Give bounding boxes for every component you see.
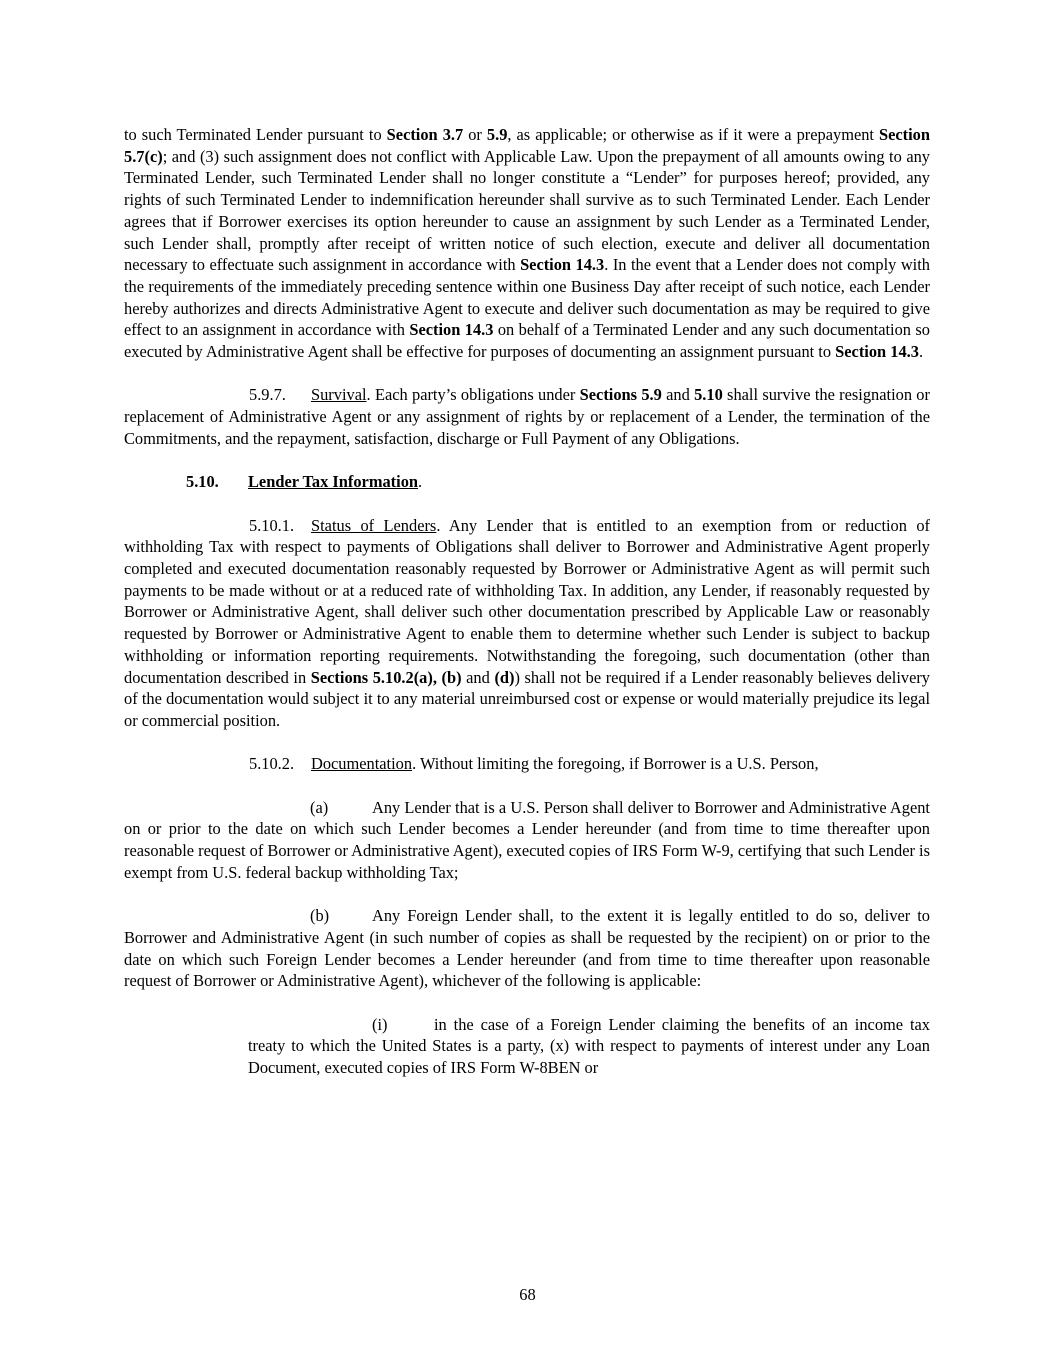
clause-label: (i) xyxy=(372,1014,388,1034)
text-run: and xyxy=(461,667,495,687)
section-title: Lender Tax Information xyxy=(248,472,419,492)
text-run: shall survive the resignation or replacement of Administrative Agent or any assignment of rights by or replacement of a Lender, the termination of the Commitments, and the repayment, satisfaction, discharge or Full Payment of any Obligations. xyxy=(124,385,930,448)
section-5-10-heading xyxy=(186,471,930,493)
text-run: ) shall not be required if a Lender reasonably believes delivery of the documentation would subject it to any material unreimbursed cost or expense or would materially prejudice its legal or commercial position. xyxy=(124,667,931,730)
page-number: 68 xyxy=(519,1285,536,1304)
section-5-10-1-status-of-lenders xyxy=(124,515,930,732)
section-title: Documentation xyxy=(311,754,413,774)
clause-text: Any Lender that is a U.S. Person shall deliver to Borrower and Administrative Agent on or prior to the date on which such Lender becomes a Lender hereunder (and from time to time thereafter upon reasonable request of Borrower or Administrative Agent), executed copies of IRS Form W-9, certifying that such Lender is exempt from U.S. federal backup withholding Tax; xyxy=(124,797,930,882)
clause-i xyxy=(248,1014,930,1079)
paragraph-terminated-lender xyxy=(124,124,930,363)
text-run: to such Terminated Lender pursuant to xyxy=(124,125,387,144)
text-run: . Each party’s obligations under xyxy=(366,385,580,405)
section-reference: Sections 5.10.2(a), (b) xyxy=(310,667,462,687)
text-run: . xyxy=(918,342,924,362)
text-run: , as applicable; or otherwise as if it were a prepayment xyxy=(507,125,879,144)
section-number: 5.10.2. xyxy=(249,754,295,774)
clause-label: (b) xyxy=(310,906,330,926)
text-run: on behalf of a Terminated Lender and any such documentation so executed by Administrative Agent shall be effective for purposes of documenting an assignment pursuant to xyxy=(124,320,930,362)
clause-text: in the case of a Foreign Lender claiming the benefits of an income tax treaty to which the United States is a party, (x) with respect to payments of interest under any Loan Document, executed copies of IRS Form W-8BEN or xyxy=(248,1014,930,1078)
clause-b xyxy=(124,905,930,992)
clause-text: Any Foreign Lender shall, to the extent it is legally entitled to do so, deliver to Borrower and Administrative Agent (in such number of copies as shall be requested by the recipient) on or prior to the date on which such Foreign Lender becomes a Lender hereunder (and from time to time thereafter upon reasonable request of Borrower or Administrative Agent), whichever of the following is applicable: xyxy=(124,906,930,991)
text-run: and xyxy=(661,385,695,405)
section-title: Status of Lenders xyxy=(311,515,437,535)
section-5-9-7-survival xyxy=(124,384,930,449)
clause-label: (a) xyxy=(310,797,329,817)
document-page xyxy=(124,124,930,1079)
section-reference: Section 5.7(c) xyxy=(124,125,930,166)
section-number: 5.10.1. xyxy=(249,515,295,535)
section-5-10-2-documentation xyxy=(124,753,930,775)
text-run: . In the event that a Lender does not comply with the requirements of the immediately preceding sentence within one Business Day after receipt of such notice, each Lender hereby authorizes and directs Administrative Agent to execute and deliver such documentation as may be required to give effect to an assignment in accordance with xyxy=(124,255,930,340)
section-reference: Sections 5.9 xyxy=(579,385,662,405)
section-reference: 5.10 xyxy=(694,385,723,405)
text-run: . Any Lender that is entitled to an exemption from or reduction of withholding Tax with respect to payments of Obligations shall deliver to Borrower and Administrative Agent properly completed and executed documentation reasonably requested by Borrower or Administrative Agent as will permit such payments to be made without or at a reduced rate of withholding Tax. In addition, any Lender, if reasonably requested by Borrower or Administrative Agent, shall deliver such other documentation prescribed by Applicable Law or reasonably requested by Borrower or Administrative Agent to enable them to determine whether such Lender is subject to backup withholding or information reporting requirements. Notwithstanding the foregoing, such documentation (other than documentation described in xyxy=(124,515,930,687)
section-number: 5.9.7. xyxy=(249,385,286,405)
section-number: 5.10. xyxy=(186,472,219,492)
text-run: ; and (3) such assignment does not conflict with Applicable Law. Upon the prepayment of all amounts owing to any Terminated Lender, such Terminated Lender shall no longer constitute a “Lender” for purposes hereof; provided, any rights of such Terminated Lender to indemnification hereunder shall survive as to such Terminated Lender. Each Lender agrees that if Borrower exercises its option hereunder to cause an assignment by such Lender as a Terminated Lender, such Lender shall, promptly after receipt of written notice of such election, execute and deliver all documentation necessary to effectuate such assignment in accordance with xyxy=(124,146,930,275)
section-reference: Section 3.7 xyxy=(386,125,464,144)
section-reference: (d) xyxy=(494,667,515,687)
section-reference: Section 14.3 xyxy=(835,342,919,362)
section-reference: 5.9 xyxy=(486,125,508,144)
text-run: or xyxy=(463,125,487,144)
section-reference: Section 14.3 xyxy=(520,255,605,275)
section-title: Survival xyxy=(311,385,367,405)
section-reference: Section 14.3 xyxy=(409,320,494,340)
clause-a xyxy=(124,797,930,884)
text-run: . xyxy=(418,472,423,492)
text-run: . Without limiting the foregoing, if Borrower is a U.S. Person, xyxy=(412,754,819,774)
